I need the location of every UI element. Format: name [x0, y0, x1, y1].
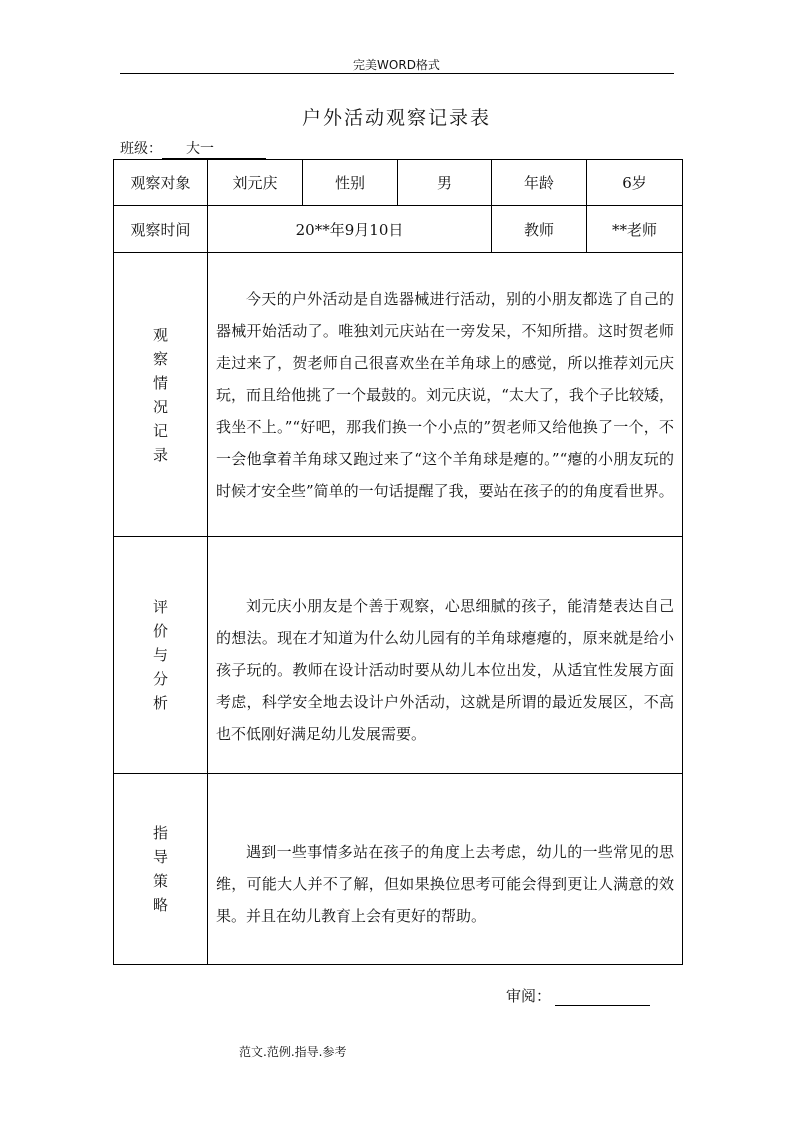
class-row	[120, 138, 266, 159]
table-row	[114, 206, 683, 253]
subject-label: 观察对象	[114, 160, 208, 206]
class-value: 大一	[162, 140, 266, 159]
time-value: 20**年9月10日	[208, 206, 492, 253]
page-title: 户外活动观察记录表	[301, 107, 491, 129]
analysis-label-cell	[114, 537, 208, 774]
teacher-value: **老师	[587, 206, 683, 253]
observation-text: 今天的户外活动是自选器械进行活动，别的小朋友都选了自己的器械开始活动了。唯独刘元庆站在一旁发呆，不知所措。这时贺老师走过来了，贺老师自己很喜欢坐在羊角球上的感觉，所以推荐刘元庆玩，而且给他挑了一个最鼓的。刘元庆说，“太大了，我个子比较矮，我坐不上。”“好吧，那我们换一个小点的”贺老师又给他换了一个，不一会他拿着羊角球又跑过来了“这个羊角球是瘪的。”“瘪的小朋友玩的时候才安全些”简单的一句话提醒了我，要站在孩子的的角度看世界。	[216, 289, 674, 500]
observation-label: 观察情况记录	[152, 325, 168, 464]
strategy-label: 指导策略	[152, 824, 168, 914]
review-signature-line	[555, 987, 650, 1006]
review-row	[506, 985, 650, 1006]
page-header-text: 完美WORD格式	[353, 58, 440, 72]
analysis-text: 刘元庆小朋友是个善于观察，心思细腻的孩子，能清楚表达自己的想法。现在才知道为什么幼儿园有的羊角球瘪瘪的，原来就是给小孩子玩的。教师在设计活动时要从幼儿本位出发，从适宜性发展方面考虑，科学安全地去设计户外活动，这就是所谓的最近发展区，不高也不低刚好满足幼儿发展需要。	[216, 596, 674, 743]
age-value: 6岁	[587, 160, 683, 206]
observation-table	[113, 159, 683, 965]
header-divider	[120, 73, 674, 74]
teacher-label: 教师	[492, 206, 587, 253]
review-label: 审阅：	[506, 987, 552, 1005]
table-row	[114, 160, 683, 206]
table-row	[114, 253, 683, 537]
strategy-text: 遇到一些事情多站在孩子的角度上去考虑，幼儿的一些常见的思维，可能大人并不了解，但如果换位思考可能会得到更让人满意的效果。并且在幼儿教育上会有更好的帮助。	[216, 843, 674, 925]
observation-cell	[208, 253, 683, 537]
table-row	[114, 537, 683, 774]
strategy-cell	[208, 774, 683, 965]
gender-value: 男	[398, 160, 492, 206]
observation-label-cell	[114, 253, 208, 537]
analysis-cell	[208, 537, 683, 774]
age-label: 年龄	[492, 160, 587, 206]
strategy-label-cell	[114, 774, 208, 965]
class-label: 班级：	[120, 141, 162, 157]
subject-value: 刘元庆	[208, 160, 303, 206]
page-footer-text: 范文.范例.指导.参考	[239, 1045, 347, 1059]
gender-label: 性别	[303, 160, 398, 206]
time-label: 观察时间	[114, 206, 208, 253]
analysis-label: 评价与分析	[152, 598, 168, 712]
table-row	[114, 774, 683, 965]
